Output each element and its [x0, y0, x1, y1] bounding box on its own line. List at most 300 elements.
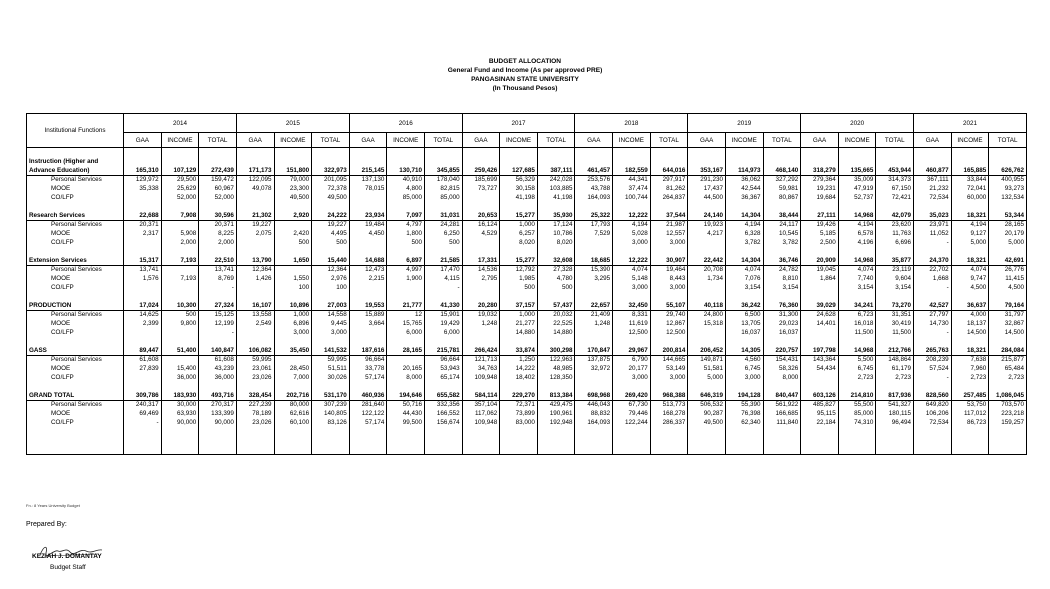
value-cell — [725, 436, 763, 445]
table-row-item — [27, 418, 1027, 427]
value-cell: 106,082 — [236, 346, 274, 355]
value-cell: 968,388 — [650, 391, 688, 400]
value-cell — [989, 382, 1027, 391]
value-cell — [124, 445, 162, 455]
value-cell: 4,115 — [424, 274, 462, 283]
value-cell — [650, 337, 688, 346]
value-cell: 43,788 — [575, 184, 613, 193]
value-cell: 6,250 — [424, 229, 462, 238]
value-cell: 259,426 — [462, 166, 500, 175]
value-cell: 2,723 — [989, 373, 1027, 382]
value-cell — [537, 247, 575, 256]
value-cell — [500, 427, 538, 436]
value-cell — [575, 373, 613, 382]
row-label: Advance Education) — [27, 166, 124, 175]
value-cell: 15,277 — [500, 211, 538, 220]
budget-table — [26, 113, 1027, 455]
value-cell: 25,322 — [575, 211, 613, 220]
value-cell — [575, 238, 613, 247]
value-cell: 655,582 — [424, 391, 462, 400]
value-cell — [914, 148, 952, 158]
value-cell: 297,917 — [650, 175, 688, 184]
value-cell: 57,174 — [349, 418, 387, 427]
value-cell: 31,351 — [876, 310, 914, 319]
value-cell: 166,685 — [763, 409, 801, 418]
value-cell: 29,500 — [161, 175, 199, 184]
value-cell — [199, 202, 237, 211]
value-cell: 15,317 — [124, 256, 162, 265]
value-cell — [199, 292, 237, 301]
value-cell: 1,550 — [274, 274, 312, 283]
value-cell: 468,140 — [763, 166, 801, 175]
table-row-item — [27, 238, 1027, 247]
value-cell: 206,452 — [688, 346, 726, 355]
value-cell: 284,084 — [989, 346, 1027, 355]
row-label: Instruction (Higher and — [29, 158, 99, 165]
value-cell: 35,009 — [838, 175, 876, 184]
value-cell: 6,257 — [500, 229, 538, 238]
value-cell: 4,074 — [838, 265, 876, 274]
row-label: MOOE — [51, 185, 71, 192]
value-cell: 500 — [312, 238, 350, 247]
value-cell — [199, 445, 237, 455]
value-cell — [236, 157, 274, 166]
value-cell: 15,400 — [161, 364, 199, 373]
value-cell: - — [199, 283, 237, 292]
year-header: 2014 — [124, 114, 237, 133]
value-cell — [161, 220, 199, 229]
value-cell: 1,000 — [500, 220, 538, 229]
value-cell: 24,140 — [688, 211, 726, 220]
value-cell: 67,730 — [613, 400, 651, 409]
value-cell: 2,420 — [274, 229, 312, 238]
value-cell: 72,041 — [951, 184, 989, 193]
value-cell: 4,529 — [462, 229, 500, 238]
value-cell: 6,745 — [725, 364, 763, 373]
value-cell: 57,524 — [914, 364, 952, 373]
value-cell: 88,832 — [575, 409, 613, 418]
value-cell: 223,218 — [989, 409, 1027, 418]
value-cell — [914, 427, 952, 436]
value-cell — [349, 157, 387, 166]
value-cell: 19,484 — [349, 220, 387, 229]
value-cell — [575, 148, 613, 158]
value-cell: 9,127 — [951, 229, 989, 238]
value-cell: 3,000 — [650, 373, 688, 382]
value-cell: 122,244 — [613, 418, 651, 427]
value-cell: 31,031 — [424, 211, 462, 220]
value-cell — [838, 292, 876, 301]
value-cell — [161, 382, 199, 391]
value-cell: 60,000 — [951, 193, 989, 202]
value-cell: 272,439 — [199, 166, 237, 175]
value-cell: 19,429 — [424, 319, 462, 328]
value-cell: 72,378 — [312, 184, 350, 193]
value-cell: 22,525 — [537, 319, 575, 328]
value-cell — [688, 328, 726, 337]
spacer-cell — [27, 247, 124, 256]
unit-note: (In Thousand Pesos) — [492, 85, 558, 92]
value-cell: 15,765 — [387, 319, 425, 328]
value-cell: 78,189 — [236, 409, 274, 418]
value-cell: 19,045 — [801, 265, 839, 274]
value-cell — [124, 148, 162, 158]
value-cell — [876, 247, 914, 256]
value-cell: 357,104 — [462, 400, 500, 409]
value-cell: 23,971 — [914, 220, 952, 229]
value-cell — [876, 382, 914, 391]
value-cell — [462, 436, 500, 445]
value-cell: 4,074 — [613, 265, 651, 274]
value-cell: 307,239 — [312, 400, 350, 409]
value-cell: 76,398 — [725, 409, 763, 418]
value-cell: 36,062 — [725, 175, 763, 184]
value-cell: 168,278 — [650, 409, 688, 418]
value-cell — [424, 157, 462, 166]
value-cell: 20,177 — [613, 364, 651, 373]
row-label: Personal Services — [51, 401, 102, 409]
value-cell: 85,000 — [387, 193, 425, 202]
value-cell — [236, 193, 274, 202]
value-cell: 85,000 — [424, 193, 462, 202]
value-cell: 122,963 — [537, 355, 575, 364]
value-cell: 14,968 — [838, 256, 876, 265]
value-cell — [387, 292, 425, 301]
value-cell: 18,321 — [951, 211, 989, 220]
value-cell: 96,664 — [349, 355, 387, 364]
value-cell — [387, 382, 425, 391]
value-cell: 322,973 — [312, 166, 350, 175]
value-cell: 59,995 — [236, 355, 274, 364]
value-cell — [462, 445, 500, 455]
value-cell — [424, 445, 462, 455]
value-cell: 133,399 — [199, 409, 237, 418]
value-cell: 1,864 — [801, 274, 839, 283]
row-label: CO/LFP — [51, 239, 74, 246]
value-cell: 1,734 — [688, 274, 726, 283]
row-label: CO/LFP — [51, 329, 74, 336]
spacer-cell — [27, 337, 124, 346]
value-cell — [575, 247, 613, 256]
subcolumn-header-gaa: GAA — [236, 133, 274, 148]
value-cell — [236, 328, 274, 337]
spacer-row — [27, 445, 1027, 455]
value-cell: 44,430 — [387, 409, 425, 418]
value-cell: 23,026 — [236, 373, 274, 382]
value-cell: 15,125 — [199, 310, 237, 319]
value-cell: 36,367 — [725, 193, 763, 202]
value-cell: 90,000 — [161, 418, 199, 427]
footnote: Fn.: 8 Years University Budget — [26, 503, 80, 508]
value-cell — [688, 247, 726, 256]
value-cell: 2,317 — [124, 229, 162, 238]
value-cell — [387, 283, 425, 292]
value-cell: 4,780 — [537, 274, 575, 283]
value-cell: 40,910 — [387, 175, 425, 184]
value-cell — [575, 202, 613, 211]
value-cell: 78,015 — [349, 184, 387, 193]
value-cell — [763, 427, 801, 436]
spacer-cell — [27, 202, 124, 211]
value-cell: 81,262 — [650, 184, 688, 193]
value-cell: 7,529 — [575, 229, 613, 238]
value-cell: 13,558 — [236, 310, 274, 319]
value-cell: 20,653 — [462, 211, 500, 220]
value-cell: 100 — [312, 283, 350, 292]
value-cell: 25,629 — [161, 184, 199, 193]
value-cell: 24,222 — [312, 211, 350, 220]
value-cell — [312, 148, 350, 158]
value-cell: 24,117 — [763, 220, 801, 229]
value-cell: 53,149 — [650, 364, 688, 373]
value-cell: 53,943 — [424, 364, 462, 373]
value-cell: 2,000 — [199, 238, 237, 247]
value-cell: 52,000 — [161, 193, 199, 202]
value-cell: 83,126 — [312, 418, 350, 427]
value-cell: 35,930 — [537, 211, 575, 220]
value-cell: 12,364 — [236, 265, 274, 274]
value-cell: 18,321 — [951, 346, 989, 355]
value-cell — [424, 148, 462, 158]
table-row-item — [27, 229, 1027, 238]
value-cell: 3,154 — [876, 283, 914, 292]
value-cell: 12,199 — [199, 319, 237, 328]
value-cell: 19,464 — [650, 265, 688, 274]
table-row-function — [27, 346, 1027, 355]
value-cell: 3,000 — [613, 373, 651, 382]
value-cell — [989, 292, 1027, 301]
value-cell — [500, 148, 538, 158]
row-label: CO/LFP — [51, 194, 74, 201]
value-cell: 89,447 — [124, 346, 162, 355]
value-cell: 8,020 — [537, 238, 575, 247]
value-cell — [274, 220, 312, 229]
value-cell — [575, 427, 613, 436]
value-cell: 5,500 — [838, 355, 876, 364]
value-cell: 16,037 — [725, 328, 763, 337]
value-cell — [763, 202, 801, 211]
value-cell — [763, 382, 801, 391]
value-cell — [349, 193, 387, 202]
value-cell: 21,277 — [500, 319, 538, 328]
value-cell: 7,638 — [951, 355, 989, 364]
value-cell — [274, 355, 312, 364]
value-cell: 19,553 — [349, 301, 387, 310]
value-cell: 50,716 — [387, 400, 425, 409]
value-cell: 14,880 — [537, 328, 575, 337]
value-cell: 93,273 — [989, 184, 1027, 193]
value-cell — [424, 202, 462, 211]
value-cell — [124, 292, 162, 301]
value-cell: 12,557 — [650, 229, 688, 238]
value-cell — [725, 157, 763, 166]
value-cell — [838, 148, 876, 158]
value-cell — [274, 427, 312, 436]
value-cell — [876, 157, 914, 166]
value-cell — [312, 427, 350, 436]
value-cell — [161, 148, 199, 158]
value-cell: 8,810 — [763, 274, 801, 283]
value-cell: 461,457 — [575, 166, 613, 175]
value-cell: 7,193 — [161, 256, 199, 265]
value-cell: 2,723 — [838, 373, 876, 382]
value-cell: 400,955 — [989, 175, 1027, 184]
value-cell: 159,472 — [199, 175, 237, 184]
value-cell: 16,124 — [462, 220, 500, 229]
value-cell: 4,196 — [838, 238, 876, 247]
value-cell: 51,400 — [161, 346, 199, 355]
value-cell: 23,934 — [349, 211, 387, 220]
value-cell — [500, 157, 538, 166]
report-subtitle: General Fund and Income (As per approved PRE) — [447, 67, 603, 74]
value-cell — [462, 427, 500, 436]
row-label: MOOE — [51, 320, 71, 327]
value-cell — [989, 247, 1027, 256]
value-cell: 164,093 — [575, 193, 613, 202]
value-cell: 34,241 — [838, 301, 876, 310]
value-cell: 12 — [387, 310, 425, 319]
value-cell — [801, 373, 839, 382]
value-cell: 2,723 — [951, 373, 989, 382]
value-cell — [274, 148, 312, 158]
value-cell — [124, 283, 162, 292]
value-cell — [500, 337, 538, 346]
value-cell: 5,000 — [688, 373, 726, 382]
value-cell — [274, 337, 312, 346]
value-cell: 493,716 — [199, 391, 237, 400]
value-cell: 29,967 — [613, 346, 651, 355]
table-row-function — [27, 157, 1027, 166]
value-cell — [124, 373, 162, 382]
value-cell — [537, 337, 575, 346]
value-cell: 129,972 — [124, 175, 162, 184]
value-cell — [575, 382, 613, 391]
value-cell: 1,650 — [274, 256, 312, 265]
value-cell: 3,782 — [725, 238, 763, 247]
value-cell: 202,716 — [274, 391, 312, 400]
value-cell: 17,470 — [424, 265, 462, 274]
value-cell — [801, 202, 839, 211]
value-cell: 7,193 — [161, 274, 199, 283]
value-cell: 55,390 — [725, 400, 763, 409]
value-cell — [537, 445, 575, 455]
table-row-item — [27, 184, 1027, 193]
value-cell: 387,111 — [537, 166, 575, 175]
value-cell: 30,158 — [500, 184, 538, 193]
value-cell: 19,684 — [801, 193, 839, 202]
row-label: Research Services — [27, 211, 124, 220]
value-cell: 541,327 — [876, 400, 914, 409]
value-cell: 106,206 — [914, 409, 952, 418]
value-cell: 20,032 — [537, 310, 575, 319]
value-cell — [688, 202, 726, 211]
value-cell — [312, 382, 350, 391]
value-cell: 20,909 — [801, 256, 839, 265]
value-cell: 4,074 — [951, 265, 989, 274]
value-cell — [650, 292, 688, 301]
value-cell — [914, 445, 952, 455]
value-cell: 21,409 — [575, 310, 613, 319]
row-label: CO/LFP — [51, 374, 74, 381]
value-cell: 11,763 — [876, 229, 914, 238]
value-cell: 27,328 — [537, 265, 575, 274]
row-label: CO/LFP — [51, 284, 74, 291]
value-cell — [951, 436, 989, 445]
value-cell: 13,705 — [725, 319, 763, 328]
value-cell — [199, 436, 237, 445]
spacer-row — [27, 427, 1027, 436]
value-cell: 37,157 — [500, 301, 538, 310]
row-label: Personal Services — [51, 311, 102, 319]
value-cell: 314,373 — [876, 175, 914, 184]
value-cell: 353,167 — [688, 166, 726, 175]
table-row-function — [27, 211, 1027, 220]
value-cell: 6,790 — [613, 355, 651, 364]
value-cell: 140,847 — [199, 346, 237, 355]
value-cell: 8,331 — [613, 310, 651, 319]
value-cell: 23,061 — [236, 364, 274, 373]
value-cell — [462, 382, 500, 391]
value-cell: 37,544 — [650, 211, 688, 220]
value-cell — [650, 247, 688, 256]
value-cell — [274, 436, 312, 445]
value-cell: 500 — [537, 283, 575, 292]
value-cell: 3,154 — [838, 283, 876, 292]
value-cell: 265,763 — [914, 346, 952, 355]
value-cell: 2,399 — [124, 319, 162, 328]
value-cell: 31,797 — [989, 310, 1027, 319]
value-cell: 54,434 — [801, 364, 839, 373]
value-cell — [124, 193, 162, 202]
value-cell: 149,871 — [688, 355, 726, 364]
value-cell — [387, 427, 425, 436]
value-cell: 26,776 — [989, 265, 1027, 274]
value-cell: 52,737 — [838, 193, 876, 202]
value-cell: 127,685 — [500, 166, 538, 175]
value-cell: 194,646 — [387, 391, 425, 400]
value-cell: 95,115 — [801, 409, 839, 418]
value-cell: 1,668 — [914, 274, 952, 283]
value-cell — [312, 337, 350, 346]
value-cell: 1,900 — [387, 274, 425, 283]
value-cell: 4,800 — [387, 184, 425, 193]
value-cell: 154,431 — [763, 355, 801, 364]
subcolumn-header-gaa: GAA — [801, 133, 839, 148]
value-cell: 61,179 — [876, 364, 914, 373]
year-header: 2016 — [349, 114, 462, 133]
value-cell: 500 — [387, 238, 425, 247]
value-cell: 183,930 — [161, 391, 199, 400]
value-cell — [688, 148, 726, 158]
value-cell: 159,257 — [989, 418, 1027, 427]
value-cell: 15,889 — [349, 310, 387, 319]
value-cell — [801, 157, 839, 166]
value-cell: 16,037 — [763, 328, 801, 337]
value-cell — [650, 445, 688, 455]
value-cell — [914, 202, 952, 211]
value-cell: 220,757 — [763, 346, 801, 355]
value-cell: 19,032 — [462, 310, 500, 319]
value-cell: 12,222 — [613, 256, 651, 265]
value-cell: 14,968 — [838, 211, 876, 220]
value-cell — [462, 148, 500, 158]
value-cell: 178,040 — [424, 175, 462, 184]
value-cell — [575, 328, 613, 337]
value-cell — [725, 382, 763, 391]
spacer-cell — [27, 436, 124, 445]
row-label: MOOE — [51, 275, 71, 282]
value-cell: 6,500 — [725, 310, 763, 319]
